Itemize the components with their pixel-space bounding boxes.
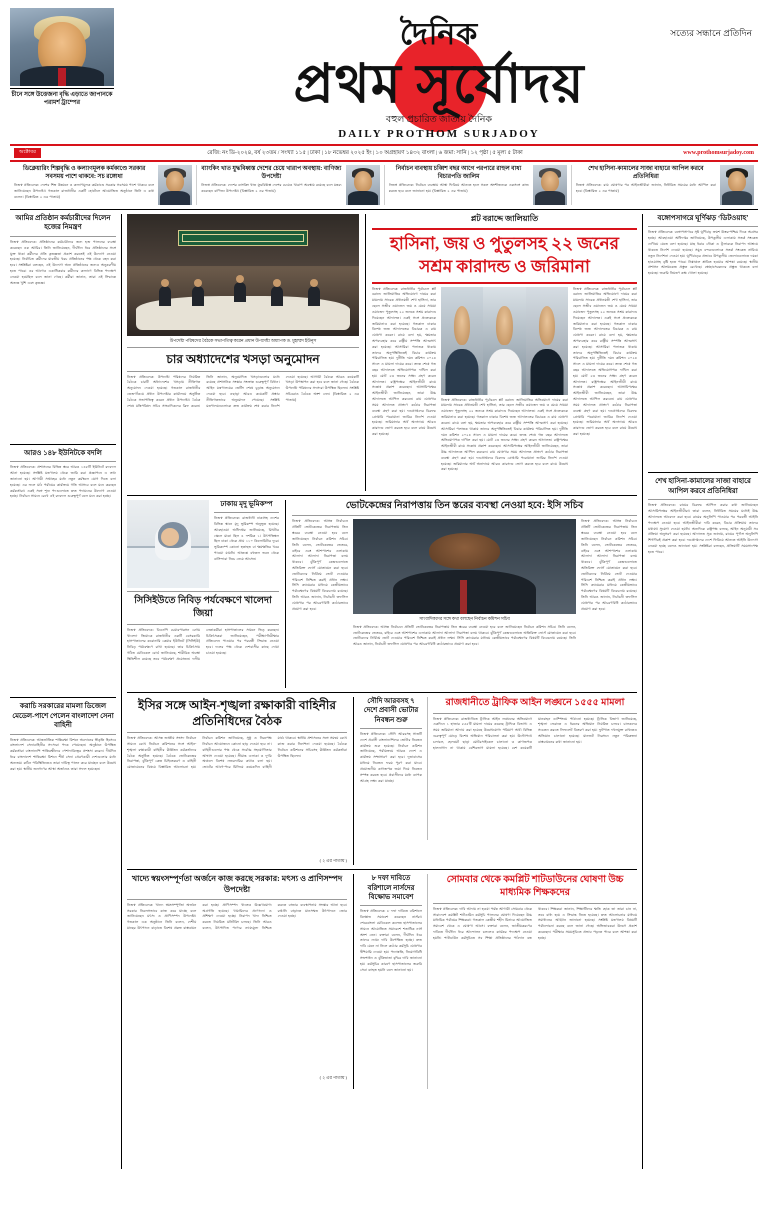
masthead-subtitle: বহুল প্রচারিত জাতীয় দৈনিক xyxy=(385,115,493,125)
ec-law-headline[interactable]: ইসির সঙ্গে আইন-শৃঙ্খলা রক্ষাকারী বাহিনীর প্রতিনিধিদের বৈঠক xyxy=(138,697,336,728)
convicted-persons-photo xyxy=(441,287,568,395)
earthquake-headline[interactable]: ঢাকায় মৃদু ভূমিকম্প xyxy=(220,499,273,508)
expat-voter-body: নিজস্ব প্রতিবেদক: সৌদি আরবসহ সাতটি দেশে প্রবাসী বাংলাদেশিদের ভোটার নিবন্ধন কার্যক্রম শুরু হয়েছে। নির্বাচন কমিশন জানিয়েছে, পর্যায়ক্রমে আরও দেশে এ কার্যক্রম সম্প্রসারণ করা হবে। দূতাবাসের মাধ্যমে নিবন্ধন ফরম পূরণ করা যাবে। প্রয়োজনীয় কাগজপত্র জমা দিয়ে নিবন্ধন সম্পন্ন করতে হবে। প্রবাসীদের মধ্যে ব্যাপক আগ্রহ লক্ষ্য করা যাচ্ছে। xyxy=(360,732,422,783)
website-link[interactable]: www.prothomsurjadoy.com xyxy=(683,150,754,156)
left-item3-body: নিজস্ব প্রতিবেদক: আন্তর্জাতিক শান্তিরক্ষা মিশনে অবদানের স্বীকৃতি হিসেবে বাংলাদেশ সেনাবাহিনীর সদস্যরা পদক পেয়েছেন। অনুষ্ঠানে উপস্থিত কর্মকর্তারা বাংলাদেশি শান্তিরক্ষীদের পেশাদারিত্বের প্রশংসা করেন। দীর্ঘদিন ধরে বাংলাদেশ শান্তিরক্ষা মিশনে শীর্ষ সেনা প্রেরণকারী দেশগুলোর মধ্যে অন্যতম। কঠিন পরিস্থিতিতেও তারা দায়িত্ব পালন করে যাচ্ছেন বলে উল্লেখ করা হয়। স্থানীয় জনগণের আস্থা অর্জনেও তারা সফল হয়েছেন। xyxy=(10,737,116,771)
right-item2-body: নিজস্ব প্রতিবেদক: রায়ের বিরুদ্ধে আপিল করার কথা জানিয়েছেন আসামিপক্ষের আইনজীবীরা। তারা বলেন, নির্ধারিত সময়ের মধ্যেই উচ্চ আদালতে আবেদন করা হবে। রায়ের অনুলিপি পাওয়ার পর পরবর্তী আইনি পদক্ষেপ নেওয়া হবে। আইনজীবীরা দাবি করেন, বিচার প্রক্রিয়ায় তাদের যথাযথ সুযোগ দেওয়া হয়নি। অন্যদিকে রাষ্ট্রপক্ষ বলছে, আইন অনুযায়ী সব প্রক্রিয়া অনুসরণ করা হয়েছে। আদালত সূত্র জানায়, রায়ের পূর্ণাঙ্গ অনুলিপি শিগগিরই প্রকাশ করা হবে। দণ্ডপ্রাপ্তদের দেশে ফিরিয়ে আনতে আইনি উদ্যোগ নেওয়া হচ্ছে বলেও জানানো হয়। সংশ্লিষ্টরা বলছেন, প্রক্রিয়াটি সময়সাপেক্ষ হতে পারে। xyxy=(648,503,758,554)
masthead xyxy=(10,8,758,140)
teaser-body: নিজস্ব প্রতিবেদক: দেশের শিল্প উন্নয়নে ও কল্যাণমূলক কর্মকাণ্ডে সরকার সবসময় পাশে থাকবে বলে জানিয়েছেন উপদেষ্টা। গতকাল রাজধানীর একটি হোটেলে আয়োজিত অনুষ্ঠানে তিনি এ কথা বলেন। (বিস্তারিত ২ এর পাতায়) xyxy=(14,183,155,199)
left-item1-body: নিজস্ব প্রতিবেদক: প্রতিষ্ঠানের কর্মচারীদের জন্য হজ পালনের ব্যবস্থা করেছেন এক আমির। তিনি জানিয়েছেন, দীর্ঘদিন ধরে প্রতিষ্ঠানের সঙ্গে যুক্ত থাকা কর্মীদের প্রতি কৃতজ্ঞতা প্রকাশ করতেই এই উদ্যোগ নেওয়া হয়েছে। নির্বাচিত কর্মীদের যাবতীয় খরচ প্রতিষ্ঠানের পক্ষ থেকে বহন করা হবে। সংশ্লিষ্টরা বলছেন, এই উদ্যোগ অন্য প্রতিষ্ঠানের জন্যও অনুকরণীয় হতে পারে। এর আগেও একাধিকবার কর্মীদের কল্যাণে বিভিন্ন পদক্ষেপ নেওয়া হয়েছিল বলে জানা গেছে। কর্মীরা জানান, তারা এই সিদ্ধান্তে অত্যন্ত খুশি এবং কৃতজ্ঞ। xyxy=(10,239,116,285)
food-headline[interactable]: খাদ্যে স্বয়ংসম্পূর্ণতা অর্জনে কাজ করছে সরকার: মৎস্য ও প্রাণিসম্পদ উপদেষ্টা xyxy=(131,874,343,894)
lead-story xyxy=(365,214,637,491)
ec-photo-caption: সাংবাদিকদের সঙ্গে কথা বলছেন নির্বাচন কমিশন সচিব xyxy=(419,616,510,622)
teachers-body: নিজস্ব প্রতিবেদক: দাবি আদায় না হওয়া পর্যন্ত আগামী সোমবার থেকে সারাদেশে কমপ্লিট শাটডাউন কর্মসূচি পালনের ঘোষণা দিয়েছেন উচ্চ মাধ্যমিক পর্যায়ের শিক্ষকরা। গতকাল কেন্দ্রীয় শহীদ মিনারে আয়োজিত সমাবেশ থেকে এ ঘোষণা আসে। বক্তারা বলেন, জাতীয়করণের দাবিতে দীর্ঘদিন ধরে আন্দোলন চললেও কার্যকর পদক্ষেপ নেওয়া হয়নি। শাটডাউন কর্মসূচিতে সব শিক্ষা প্রতিষ্ঠানের পাঠদান বন্ধ থাকবে। শিক্ষকরা জানান, শিক্ষার্থীদের ক্ষতি হোক তা তারা চান না, তবে বাধ্য হয়ে এ সিদ্ধান্ত নিতে হয়েছে। দ্রুত আলোচনার মাধ্যমে সমাধানের আহ্বান জানানো হয়েছে। সংশ্লিষ্ট মন্ত্রণালয় বিষয়টি পর্যালোচনা করছে বলে জানা গেছে। অভিভাবকরা উদ্বেগ প্রকাশ করেছেন। পরীক্ষার সময়সূচিতে প্রভাব পড়তে পারে বলে আশঙ্কা করা হচ্ছে। xyxy=(433,906,637,940)
teaser-body: নিজস্ব প্রতিবেদক: নির্বাচন ব্যবস্থায় আস্থা ফিরিয়ে আনতে হলে সকল অংশীজনকে একসঙ্গে কাজ করতে হবে বলে জানানো হয়। (বিস্তারিত ২ এর পাতায়) xyxy=(388,183,529,193)
food-story xyxy=(127,874,347,1089)
left-item2-headline[interactable]: আরও ১৪৮ ইউনিটকে বদলি xyxy=(24,448,102,457)
avatar xyxy=(158,165,192,205)
nurse-story xyxy=(360,874,422,1089)
hospital-photo xyxy=(127,500,209,588)
masthead-title-block xyxy=(120,8,758,140)
food-body: নিজস্ব প্রতিবেদক: খাদ্যে স্বয়ংসম্পূর্ণতা অর্জনে সরকার নিরলসভাবে কাজ করে যাচ্ছে বলে জানিয়েছেন মৎস্য ও প্রাণিসম্পদ উপদেষ্টা। গতকাল এক অনুষ্ঠানে তিনি বলেন, দেশীয় মাছের উৎপাদন বাড়াতে বিশেষ প্রকল্প বাস্তবায়ন করা হচ্ছে। প্রাণিসম্পদ খাতেও উল্লেখযোগ্য অগ্রগতি হয়েছে। খামারিদের প্রণোদনা ও প্রশিক্ষণ দেওয়া হচ্ছে। নিরাপদ খাদ্য নিশ্চিত করতে নিয়মিত মনিটরিং চলছে। তিনি আরও বলেন, উৎপাদিত পণ্যের ন্যায্যমূল্য নিশ্চিত করতে বাজার ব্যবস্থাপনায় সংস্কার আনা হবে। রপ্তানি বাড়াতে মানসম্মত উৎপাদনে জোর দেওয়া হচ্ছে। xyxy=(127,902,347,930)
cabinet-body: নিজস্ব প্রতিবেদক: উপদেষ্টা পরিষদের নিয়মিত বৈঠকে চারটি অধ্যাদেশের খসড়ায় নীতিগত অনুমোদন দেওয়া হয়েছে। গতকাল রাজধানীর তেজগাঁওয়ে প্রধান উপদেষ্টার কার্যালয়ে অনুষ্ঠিত বৈঠকে সভাপতিত্ব করেন প্রধান উপদেষ্টা। বৈঠক শেষে মন্ত্রিপরিষদ সচিব সাংবাদিকদের ব্রিফ করেন। তিনি জানান, অনুমোদিত খসড়াগুলোর মধ্যে রয়েছে প্রশাসনিক সংস্কার সংক্রান্ত গুরুত্বপূর্ণ বিধান। আইন মন্ত্রণালয়ের ভেটিং শেষে চূড়ান্ত অনুমোদন দেওয়া হবে। এছাড়া আরও কয়েকটি প্রস্তাব নীতিগতভাবে অনুমোদন পেয়েছে। সংশ্লিষ্ট মন্ত্রণালয়গুলোকে দ্রুত কার্যক্রম শেষ করার নির্দেশ দেওয়া হয়েছে। আগামী বৈঠকে আরও কয়েকটি খসড়া উপস্থাপন করা হবে বলে জানা গেছে। বৈঠকে উপদেষ্টা পরিষদের সদস্যরা উপস্থিত ছিলেন। সংশ্লিষ্ট সচিবরাও বৈঠকে অংশ নেন। (বিস্তারিত ২ এর পাতায়) xyxy=(127,374,359,408)
lead-headline[interactable]: হাসিনা, জয় ও পুতুলসহ ২২ জনের সশ্রম কারাদন্ড ও জরিমানা xyxy=(389,233,620,276)
cabinet-headline[interactable]: চার অধ্যাদেশের খসড়া অনুমোদন xyxy=(166,352,320,367)
avatar xyxy=(533,165,567,205)
traffic-body: নিজস্ব প্রতিবেদক: রাজধানীতে ট্রাফিক আইন লঙ্ঘনের অভিযোগে একদিনে ১ হাজার ৫৫৫টি মামলা দায়ের করেছে ট্রাফিক বিভাগ। এ সময় জরিমানা আদায় করা হয়েছে উল্লেখযোগ্য পরিমাণ অর্থ। বিভিন্ন গুরুত্বপূর্ণ মোড়ে বিশেষ অভিযান পরিচালনা করা হয়। উল্টোপথে চলাচল, হেলমেট ছাড়া মোটরসাইকেল চালানো ও কাগজপত্র হালনাগাদ না থাকায় বেশিরভাগ মামলা হয়েছে। বেশ কয়েকটি যানবাহন ডাম্পিংয়ে পাঠানো হয়েছে। ট্রাফিক বিভাগ জানিয়েছে, শৃঙ্খলা ফেরাতে এ ধরনের অভিযান নিয়মিত চলবে। চালকদের সচেতন করতে লিফলেট বিতরণ করা হয়। ফুটপাত দখলমুক্ত রাখতেও অভিযান চালানো হয়েছে। যানজট নিরসনে নতুন পরিকল্পনা বাস্তবায়নের কথা জানানো হয়। xyxy=(433,716,637,750)
right-item2-headline[interactable]: শেখ হাসিনা-কামালের সাজা বাহারে আপিল করবে প্রতিনিধিরা xyxy=(655,477,751,495)
issue-details: রেজি: নং ডি-২০২৪, বর্ষ ২৩তম / সংখ্যা ১১৫ | ঢাকা | ১৮ নভেম্বর ২০২৫ ইং | ১০ অগ্রহায়ণ ১৪৩২ বাংলা | ৬ জমা: সানি | ১২ পৃষ্ঠা | ৫ মূল্য ৫ টাকা xyxy=(207,149,523,156)
teaser-body: নিজস্ব প্রতিবেদক: দেশের ব্যাংকিং খাত যুদ্ধবিধ্বস্ত দেশের চেয়েও খারাপ অবস্থায় রয়েছে বলে মন্তব্য করেছেন বাণিজ্য উপদেষ্টা। (বিস্তারিত ২ এর পাতায়) xyxy=(201,183,342,193)
traffic-headline[interactable]: রাজধানীতে ট্রাফিক আইন লঙ্ঘনে ১৫৫৫ মামলা xyxy=(445,697,625,708)
masthead-kicker: দৈনিক xyxy=(399,18,479,51)
nurse-body: নিজস্ব প্রতিবেদক: ৮ দফা দাবিতে বরিশালে বিক্ষোভ সমাবেশ করেছেন নার্সরা। শেরেবাংলা মেডিকেল কলেজ হাসপাতালের সামনে আয়োজিত সমাবেশে শতাধিক নার্স অংশ নেন। বক্তারা বলেন, দীর্ঘদিন ধরে তাদের ন্যায্য দাবি উপেক্ষিত হচ্ছে। দ্রুত দাবি মেনে না নিলে কঠোর কর্মসূচি ঘোষণার হুঁশিয়ারি দেওয়া হয়। পদোন্নতি, নিয়োগবিধি সংশোধন ও ঝুঁকিভাতা বৃদ্ধির দাবি জানানো হয়। কর্মসূচির কারণে হাসপাতালের জরুরি সেবা ব্যাহত হয়নি বলে জানানো হয়। xyxy=(360,909,422,972)
teaser-item[interactable] xyxy=(385,165,572,205)
trump-photo xyxy=(10,8,114,86)
nurse-headline[interactable]: ৮ দফা দাবিতে বরিশালে নার্সদের বিক্ষোভ সমাবেশ xyxy=(367,874,415,901)
main-grid xyxy=(10,214,758,1169)
top-teaser-strip xyxy=(10,162,758,210)
lead-body-col1: নিজস্ব প্রতিবেদক: রাজধানীর পূর্বাচলে প্লট বরাদ্দে জালিয়াতির অভিযোগে দায়ের করা মামলায় সাবেক প্রধানমন্ত্রী শেখ হাসিনা, তার ছেলে সজীব ওয়াজেদ জয় ও মেয়ে সায়মা ওয়াজেদ পুতুলসহ ২২ জনকে সশ্রম কারাদণ্ড দিয়েছেন আদালত। একই সঙ্গে প্রত্যেককে জরিমানাও করা হয়েছে। গতকাল ঢাকার বিশেষ জজ আদালতের বিচারক এ রায় ঘোষণা করেন। রায়ে বলা হয়, ক্ষমতার অপব্যবহার করে রাষ্ট্রীয় সম্পত্তি আত্মসাৎ করা হয়েছে। আসামিরা পলাতক থাকায় তাদের অনুপস্থিতিতেই বিচার কার্যক্রম পরিচালিত হয়। দুর্নীতি দমন কমিশন ২০২৪ সালে এ মামলা দায়ের করে। তদন্ত শেষে গত বছর আদালতে অভিযোগপত্র দাখিল করা হয়। মোট ২৩ জনের সাক্ষ্য গ্রহণ করেন আদালত। রাষ্ট্রপক্ষের আইনজীবী রায়ে সন্তোষ প্রকাশ করেছেন। আসামিপক্ষের আইনজীবী জানিয়েছেন, তারা উচ্চ আদালতে আপিল করবেন। রায় ঘোষণার সময় আদালত প্রাঙ্গণে কঠোর নিরাপত্তা ব্যবস্থা গ্রহণ করা হয়। দণ্ডপ্রাপ্তদের বিরুদ্ধে গ্রেপ্তারি পরোয়ানা জারির নির্দেশ দেওয়া হয়েছে। জরিমানার অর্থ অনাদায়ে আরও কারাদণ্ড ভোগ করতে হবে বলে রায়ে উল্লেখ করা হয়েছে। xyxy=(372,286,436,436)
masthead-english-title: DAILY PROTHOM SURJADOY xyxy=(338,128,540,140)
lead-kicker: প্লট বরাদ্দে জালিয়াতি xyxy=(470,214,539,223)
ec-headline[interactable]: ভোটকেন্দ্রের নিরাপত্তায় তিন স্তরের ব্যবস্থা নেওয়া হবে: ইসি সচিব xyxy=(345,500,584,511)
teachers-story xyxy=(427,874,637,1089)
ec-body-col3: নিজস্ব প্রতিবেদক: আসন্ন নির্বাচনে প্রতিটি ভোটকেন্দ্রের নিরাপত্তায় তিন স্তরের ব্যবস্থা নেওয়া হবে বলে জানিয়েছেন নির্বাচন কমিশন সচিব। তিনি বলেন, ভোটকেন্দ্রের ভেতরে, বাইরে এবং আশপাশের এলাকায় আলাদা আলাদা নিরাপত্তা বলয় থাকবে। ঝুঁকিপূর্ণ কেন্দ্রগুলোতে অতিরিক্ত ফোর্স মোতায়েন করা হবে। ভোটারদের নির্বিঘ্নে ভোট দেওয়ার পরিবেশ নিশ্চিত করাই প্রধান লক্ষ্য। সিসি ক্যামেরার মাধ্যমে কেন্দ্রীয়ভাবে পর্যবেক্ষণের বিষয়টি বিবেচনায় রয়েছে। তিনি আরও জানান, নির্বাচনী তফসিল ঘোষণার পর আচরণবিধি কঠোরভাবে প্রয়োগ করা হবে। xyxy=(581,519,637,611)
avatar xyxy=(720,165,754,205)
khaleda-body: নিজস্ব প্রতিবেদক: বিএনপি চেয়ারপারসন বেগম খালেদা জিয়াকে রাজধানীর একটি বেসরকারি হাসপাতালের করোনারি কেয়ার ইউনিটে (সিসিইউ) নিবিড় পর্যবেক্ষণে রাখা হয়েছে। তার চিকিৎসায় গঠিত মেডিকেল বোর্ড জানিয়েছে, শারীরিক অবস্থা স্থিতিশীল রয়েছে তবে পর্যবেক্ষণ প্রয়োজন। দলীয় নেতাকর্মীরা হাসপাতালের সামনে ভিড় করছেন। চিকিৎসকরা জানিয়েছেন, পরীক্ষা-নিরীক্ষার প্রতিবেদন পাওয়ার পর পরবর্তী সিদ্ধান্ত নেওয়া হবে। দলের পক্ষ থেকে দেশবাসীর কাছে দোয়া চাওয়া হয়েছে। xyxy=(127,627,279,661)
right-item1-body: নিজস্ব প্রতিবেদক: বঙ্গোপসাগরে সৃষ্ট ঘূর্ণিঝড় ক্রমশ উত্তর-পশ্চিম দিকে অগ্রসর হচ্ছে। আবহাওয়া অধিদপ্তর জানিয়েছে, উপকূলীয় এলাকায় সতর্ক সংকেত দেখিয়ে যেতে বলা হয়েছে। মাছ ধরার নৌকা ও ট্রলারকে নিরাপদ আশ্রয়ে থাকতে নির্দেশ দেওয়া হয়েছে। সমুদ্র বন্দরগুলোকে সতর্ক সংকেত নামিয়ে নতুন নির্দেশনা দেওয়া হয়। ঘূর্ণিঝড়ের প্রভাবে উপকূলীয় জেলাগুলোতে দমকা হাওয়াসহ বৃষ্টি হতে পারে। নিম্নাঞ্চল প্লাবিত হওয়ার আশঙ্কা রয়েছে। স্থানীয় প্রশাসন আশ্রয়কেন্দ্র প্রস্তুত রেখেছে। স্বেচ্ছাসেবকদের প্রস্তুত থাকতে বলা হয়েছে। জরুরি নিয়ন্ত্রণ কক্ষ খোলা হয়েছে। xyxy=(648,230,758,276)
ec-law-body: নিজস্ব প্রতিবেদক: আসন্ন জাতীয় সংসদ নির্বাচন সামনে রেখে নির্বাচন কমিশনের সঙ্গে আইন-শৃঙ্খলা রক্ষাকারী বাহিনীর ঊর্ধ্বতন কর্মকর্তাদের বৈঠক অনুষ্ঠিত হয়েছে। বৈঠকে ভোটকেন্দ্রের নিরাপত্তা, ঝুঁকিপূর্ণ কেন্দ্র চিহ্নিতকরণ ও বাহিনী মোতায়েনের বিষয়ে বিস্তারিত আলোচনা হয়। নির্বাচন কমিশন জানিয়েছে, সুষ্ঠু ও নিরপেক্ষ নির্বাচন আয়োজনে কোনো ছাড় দেওয়া হবে না। বাহিনীগুলোর পক্ষ থেকে সর্বোচ্চ সহযোগিতার আশ্বাস দেওয়া হয়েছে। সীমান্ত এলাকা ও দুর্গম অঞ্চলে বিশেষ নজরদারির কথাও বলা হয়। ভোটের আগে-পরে মিলিয়ে কয়েকদিন বাহিনী মাঠে থাকবে। স্থানীয় প্রশাসনের সঙ্গে সমন্বয় রেখে কাজ করার নির্দেশনা দেওয়া হয়েছে। বৈঠকে নির্বাচন কমিশনের সচিবসহ ঊর্ধ্বতন কর্মকর্তারা উপস্থিত ছিলেন। xyxy=(127,736,347,770)
teaser-item[interactable] xyxy=(10,165,197,205)
teaser-body: নিজস্ব প্রতিবেদক: রায় ঘোষণার পর আইনজীবীরা জানান, নির্ধারিত সময়ের মধ্যে আপিল করা হবে। (বিস্তারিত ২ এর পাতায়) xyxy=(575,183,716,193)
month-chip: অক্টোবর xyxy=(14,148,41,158)
right-column xyxy=(642,214,758,1169)
ec-body-col2: নিজস্ব প্রতিবেদক: আসন্ন নির্বাচনে প্রতিটি ভোটকেন্দ্রের নিরাপত্তায় তিন স্তরের ব্যবস্থা নেওয়া হবে বলে জানিয়েছেন নির্বাচন কমিশন সচিব। তিনি বলেন, ভোটকেন্দ্রের ভেতরে, বাইরে এবং আশপাশের এলাকায় আলাদা আলাদা নিরাপত্তা বলয় থাকবে। ঝুঁকিপূর্ণ কেন্দ্রগুলোতে অতিরিক্ত ফোর্স মোতায়েন করা হবে। ভোটারদের নির্বিঘ্নে ভোট দেওয়ার পরিবেশ নিশ্চিত করাই প্রধান লক্ষ্য। সিসি ক্যামেরার মাধ্যমে কেন্দ্রীয়ভাবে পর্যবেক্ষণের বিষয়টি বিবেচনায় রয়েছে। তিনি আরও জানান, নির্বাচনী তফসিল ঘোষণার পর আচরণবিধি কঠোরভাবে প্রয়োগ করা হবে। xyxy=(353,624,576,647)
expat-voter-headline[interactable]: সৌদি আরবসহ ৭ দেশে প্রবাসী ভোটার নিবন্ধন শুরু xyxy=(363,696,419,724)
lead-body-col2: নিজস্ব প্রতিবেদক: রাজধানীর পূর্বাচলে প্লট বরাদ্দে জালিয়াতির অভিযোগে দায়ের করা মামলায় সাবেক প্রধানমন্ত্রী শেখ হাসিনা, তার ছেলে সজীব ওয়াজেদ জয় ও মেয়ে সায়মা ওয়াজেদ পুতুলসহ ২২ জনকে সশ্রম কারাদণ্ড দিয়েছেন আদালত। একই সঙ্গে প্রত্যেককে জরিমানাও করা হয়েছে। গতকাল ঢাকার বিশেষ জজ আদালতের বিচারক এ রায় ঘোষণা করেন। রায়ে বলা হয়, ক্ষমতার অপব্যবহার করে রাষ্ট্রীয় সম্পত্তি আত্মসাৎ করা হয়েছে। আসামিরা পলাতক থাকায় তাদের অনুপস্থিতিতেই বিচার কার্যক্রম পরিচালিত হয়। দুর্নীতি দমন কমিশন ২০২৪ সালে এ মামলা দায়ের করে। তদন্ত শেষে গত বছর আদালতে অভিযোগপত্র দাখিল করা হয়। মোট ২৩ জনের সাক্ষ্য গ্রহণ করেন আদালত। রাষ্ট্রপক্ষের আইনজীবী রায়ে সন্তোষ প্রকাশ করেছেন। আসামিপক্ষের আইনজীবী জানিয়েছেন, তারা উচ্চ আদালতে আপিল করবেন। রায় ঘোষণার সময় আদালত প্রাঙ্গণে কঠোর নিরাপত্তা ব্যবস্থা গ্রহণ করা হয়। দণ্ডপ্রাপ্তদের বিরুদ্ধে গ্রেপ্তারি পরোয়ানা জারির নির্দেশ দেওয়া হয়েছে। জরিমানার অর্থ অনাদায়ে আরও কারাদণ্ড ভোগ করতে হবে বলে রায়ে উল্লেখ করা হয়েছে। xyxy=(441,397,568,472)
teachers-headline[interactable]: সোমবার থেকে কমপ্লিট শাটডাউনের ঘোষণা উচ্চ মাধ্যমিক শিক্ষকদের xyxy=(446,875,624,898)
earthquake-body: নিজস্ব প্রতিবেদক: রাজধানী ঢাকাসহ দেশের বিভিন্ন স্থানে মৃদু ভূমিকম্প অনুভূত হয়েছে। আবহাওয়া অধিদপ্তর জানিয়েছে, রিখটার স্কেলে মাত্রা ছিল ৪ দশমিক ১। উৎপত্তিস্থল ছিল ঢাকা থেকে প্রায় ১১০ কিলোমিটার দূরে। ভূমিকম্পে কোনো হতাহত বা ক্ষয়ক্ষতির খবর পাওয়া যায়নি। আতঙ্কে বহুতল ভবন থেকে বাসিন্দারা নিচে নেমে আসেন। xyxy=(214,516,279,561)
teaser-item[interactable] xyxy=(572,165,758,205)
traffic-story xyxy=(353,697,637,865)
teaser-headline: নির্বাচন ব্যবস্থায় চব্বিশ বছর আগে পরপারে রাহুল বাধ্য বিচারপতি জালিম xyxy=(395,166,522,181)
masthead-lead-photo-block xyxy=(10,8,114,107)
right-item1-headline[interactable]: বঙ্গোপসাগরে ঘূর্ণিঝড় ‘ডিটওয়াহ’ xyxy=(657,214,749,222)
cabinet-meeting-photo xyxy=(127,214,359,336)
khaleda-headline[interactable]: সিসিইউতে নিবিড় পর্যবেক্ষণে খালেদা জিয়া xyxy=(134,596,272,619)
teaser-headline: শেখ হাসিনা-কামালের সাজা বাহারে আপিল করবে প্রতিনিধিরা xyxy=(588,166,704,181)
page-title: প্রথম সূর্যোদয় xyxy=(293,54,585,114)
ec-law-meeting-story xyxy=(127,697,347,865)
left-item3-headline[interactable]: করাচি সরকারের মামলা ডিজেল মেডেল-পাশে পেলেন বাংলাদেশ সেনা বাহিনী xyxy=(12,702,114,730)
ec-security-story xyxy=(285,500,637,688)
issue-info-bar xyxy=(10,144,758,162)
masthead-photo-caption: চীনে সঙ্গে উত্তেজনা বৃদ্ধি এড়াতে জাপানকে পরামর্শ ট্রাম্পের xyxy=(10,88,114,107)
masthead-tagline: সত্যের সন্ধানে প্রতিদিন xyxy=(670,28,752,38)
ec-law-footnote: ( ২ এর পাতায় ) xyxy=(319,858,347,864)
teaser-headline: ব্যাংকিং খাত যুদ্ধবিধ্বস্ত দেশের চেয়ে খারাপ অবস্থায়: বাণিজ্য উপদেষ্টা xyxy=(201,166,342,181)
cabinet-photo-caption: উপদেষ্টা পরিষদের বৈঠকে সভাপতিত্ব করেন প্রধান উপদেষ্টা অধ্যাপক ড. মুহাম্মদ ইউনূস xyxy=(169,338,317,343)
left-item2-body: নিজস্ব প্রতিবেদক: প্রশাসনের বিভিন্ন স্তরে আরও ১৪৮টি ইউনিটে রদবদল আনা হয়েছে। সংশ্লিষ্ট মন্ত্রণালয় থেকে জারি করা প্রজ্ঞাপনে এ তথ্য জানানো হয়। আগামী সপ্তাহের মধ্যে নতুন কর্মস্থলে যোগ দিতে বলা হয়েছে। এর ফলে মাঠ পর্যায়ের কার্যক্রমে গতি আসবে বলে মনে করছেন কর্মকর্তারা। একই সঙ্গে শূন্য পদগুলোতে দ্রুত পদায়নের উদ্যোগ নেওয়া হচ্ছে। নির্বাচন সামনে রেখে এই রদবদল গুরুত্বপূর্ণ বলে মনে করা হচ্ছে। xyxy=(10,465,116,499)
left-item1-headline[interactable]: আমির প্রতিষ্ঠান কর্মচারীদের দিলেন হজের নিমন্ত্রণ xyxy=(15,214,111,232)
ec-body-col1: নিজস্ব প্রতিবেদক: আসন্ন নির্বাচনে প্রতিটি ভোটকেন্দ্রের নিরাপত্তায় তিন স্তরের ব্যবস্থা নেওয়া হবে বলে জানিয়েছেন নির্বাচন কমিশন সচিব। তিনি বলেন, ভোটকেন্দ্রের ভেতরে, বাইরে এবং আশপাশের এলাকায় আলাদা আলাদা নিরাপত্তা বলয় থাকবে। ঝুঁকিপূর্ণ কেন্দ্রগুলোতে অতিরিক্ত ফোর্স মোতায়েন করা হবে। ভোটারদের নির্বিঘ্নে ভোট দেওয়ার পরিবেশ নিশ্চিত করাই প্রধান লক্ষ্য। সিসি ক্যামেরার মাধ্যমে কেন্দ্রীয়ভাবে পর্যবেক্ষণের বিষয়টি বিবেচনায় রয়েছে। তিনি আরও জানান, নির্বাচনী তফসিল ঘোষণার পর আচরণবিধি কঠোরভাবে প্রয়োগ করা হবে। xyxy=(292,519,348,611)
avatar xyxy=(346,165,380,205)
khaleda-story xyxy=(127,500,279,688)
teaser-headline: ডিক্লেয়ারিং শিল্পবৃদ্ধি ও কল্যাণমূলক কর্মকাণ্ডে সরকার সবসময় পাশে থাকবে: সচ রঙ্গোধা xyxy=(22,166,146,181)
cabinet-story xyxy=(127,214,359,491)
left-column xyxy=(10,214,122,1169)
center-column xyxy=(122,214,642,1169)
ec-secretary-photo xyxy=(353,519,576,614)
food-footnote: ( ২ এর পাতায় ) xyxy=(319,1074,347,1080)
teaser-item[interactable] xyxy=(197,165,384,205)
lead-body-col3: নিজস্ব প্রতিবেদক: রাজধানীর পূর্বাচলে প্লট বরাদ্দে জালিয়াতির অভিযোগে দায়ের করা মামলায় সাবেক প্রধানমন্ত্রী শেখ হাসিনা, তার ছেলে সজীব ওয়াজেদ জয় ও মেয়ে সায়মা ওয়াজেদ পুতুলসহ ২২ জনকে সশ্রম কারাদণ্ড দিয়েছেন আদালত। একই সঙ্গে প্রত্যেককে জরিমানাও করা হয়েছে। গতকাল ঢাকার বিশেষ জজ আদালতের বিচারক এ রায় ঘোষণা করেন। রায়ে বলা হয়, ক্ষমতার অপব্যবহার করে রাষ্ট্রীয় সম্পত্তি আত্মসাৎ করা হয়েছে। আসামিরা পলাতক থাকায় তাদের অনুপস্থিতিতেই বিচার কার্যক্রম পরিচালিত হয়। দুর্নীতি দমন কমিশন ২০২৪ সালে এ মামলা দায়ের করে। তদন্ত শেষে গত বছর আদালতে অভিযোগপত্র দাখিল করা হয়। মোট ২৩ জনের সাক্ষ্য গ্রহণ করেন আদালত। রাষ্ট্রপক্ষের আইনজীবী রায়ে সন্তোষ প্রকাশ করেছেন। আসামিপক্ষের আইনজীবী জানিয়েছেন, তারা উচ্চ আদালতে আপিল করবেন। রায় ঘোষণার সময় আদালত প্রাঙ্গণে কঠোর নিরাপত্তা ব্যবস্থা গ্রহণ করা হয়। দণ্ডপ্রাপ্তদের বিরুদ্ধে গ্রেপ্তারি পরোয়ানা জারির নির্দেশ দেওয়া হয়েছে। জরিমানার অর্থ অনাদায়ে আরও কারাদণ্ড ভোগ করতে হবে বলে রায়ে উল্লেখ করা হয়েছে। xyxy=(573,286,637,436)
